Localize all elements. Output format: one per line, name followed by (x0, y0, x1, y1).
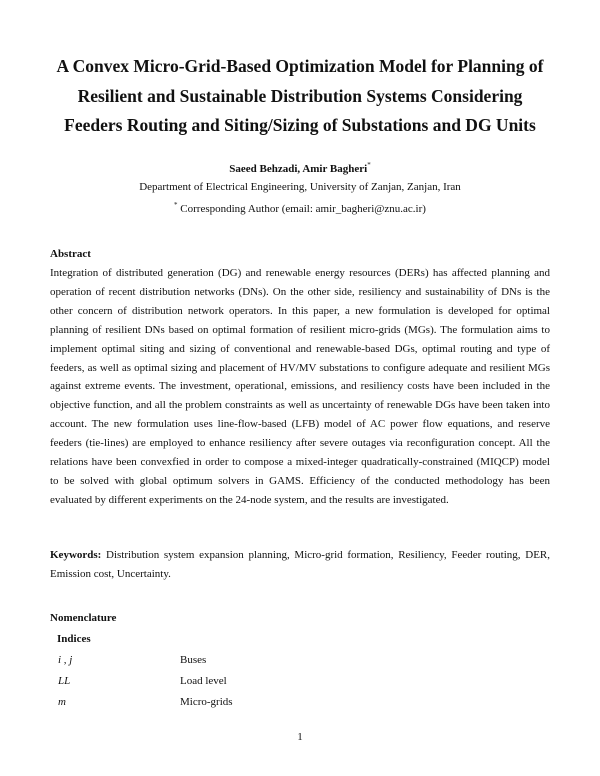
abstract-text: Integration of distributed generation (DG) and renewable energy resources (DERs) has affected planning and operation of recent distribution networks (DNs). On the other side, resiliency and sustainability of DNs is the other concern of distribution network operators. In this paper, a new formulation is developed for optimal planning of resilient DNs based on optimal formation of resilient micro-grids (MGs). The formulation aims to implement optimal siting and sizing of conventional and renewable-based DGs, optimal routing and type of feeders, as well as optimal sizing and placement of HV/MV substations to configure adequate and resilient MGs against extreme events. The investment, operational, emissions, and resiliency costs have been included in the objective function, and all the problem constraints as well as uncertainty of renewable DGs have been taken into account. The new formulation uses line-flow-based (LFB) model of AC power flow equations, and reserve feeders (tie-lines) are employed to enhance resiliency after severe outages via reconfiguration concept. All the relations have been convexfied in order to compose a mixed-integer quadratically-constrained (MIQCP) model to be solved with global optimum solvers in GAMS. Efficiency of the conducted methodology has been evaluated by different experiments on the 24-node system, and the results are investigated. (50, 267, 550, 506)
title-line-3: Feeders Routing and Siting/Sizing of Substations and DG Units (64, 115, 536, 135)
indices-row (58, 696, 358, 717)
index-definition: Buses (180, 654, 207, 666)
keywords-label: Keywords: (50, 549, 102, 561)
corresponding-mark: * (174, 201, 178, 209)
author-names: Saeed Behzadi, Amir Bagheri (229, 163, 368, 175)
title-line-1: A Convex Micro-Grid-Based Optimization Model for Planning of (56, 56, 544, 76)
page-number: 1 (297, 731, 303, 743)
index-definition: Micro-grids (180, 696, 233, 708)
indices-row (58, 654, 358, 675)
paper-title (30, 52, 570, 141)
nomenclature-heading: Nomenclature (50, 612, 117, 624)
index-definition: Load level (180, 675, 227, 687)
index-symbol: LL (58, 675, 71, 687)
corresponding-text: Corresponding Author (email: amir_bagheri@znu.ac.ir) (180, 203, 426, 215)
indices-row (58, 675, 358, 696)
author-mark: * (367, 161, 371, 169)
abstract-heading: Abstract (50, 248, 91, 260)
title-line-2: Resilient and Sustainable Distribution Systems Considering (77, 85, 523, 106)
keywords-text: Distribution system expansion planning, Micro-grid formation, Resiliency, Feeder routing, DER, Emission cost, Uncertainty. (50, 549, 550, 580)
abstract-body (50, 264, 550, 510)
keywords (50, 546, 550, 584)
author-list (0, 158, 600, 176)
indices-heading: Indices (57, 633, 91, 645)
index-symbol: m (58, 696, 66, 708)
indices-table (58, 654, 358, 717)
affiliation: Department of Electrical Engineering, University of Zanjan, Zanjan, Iran (139, 181, 461, 193)
corresponding-author (0, 198, 600, 216)
index-symbol: i , j (58, 654, 73, 666)
